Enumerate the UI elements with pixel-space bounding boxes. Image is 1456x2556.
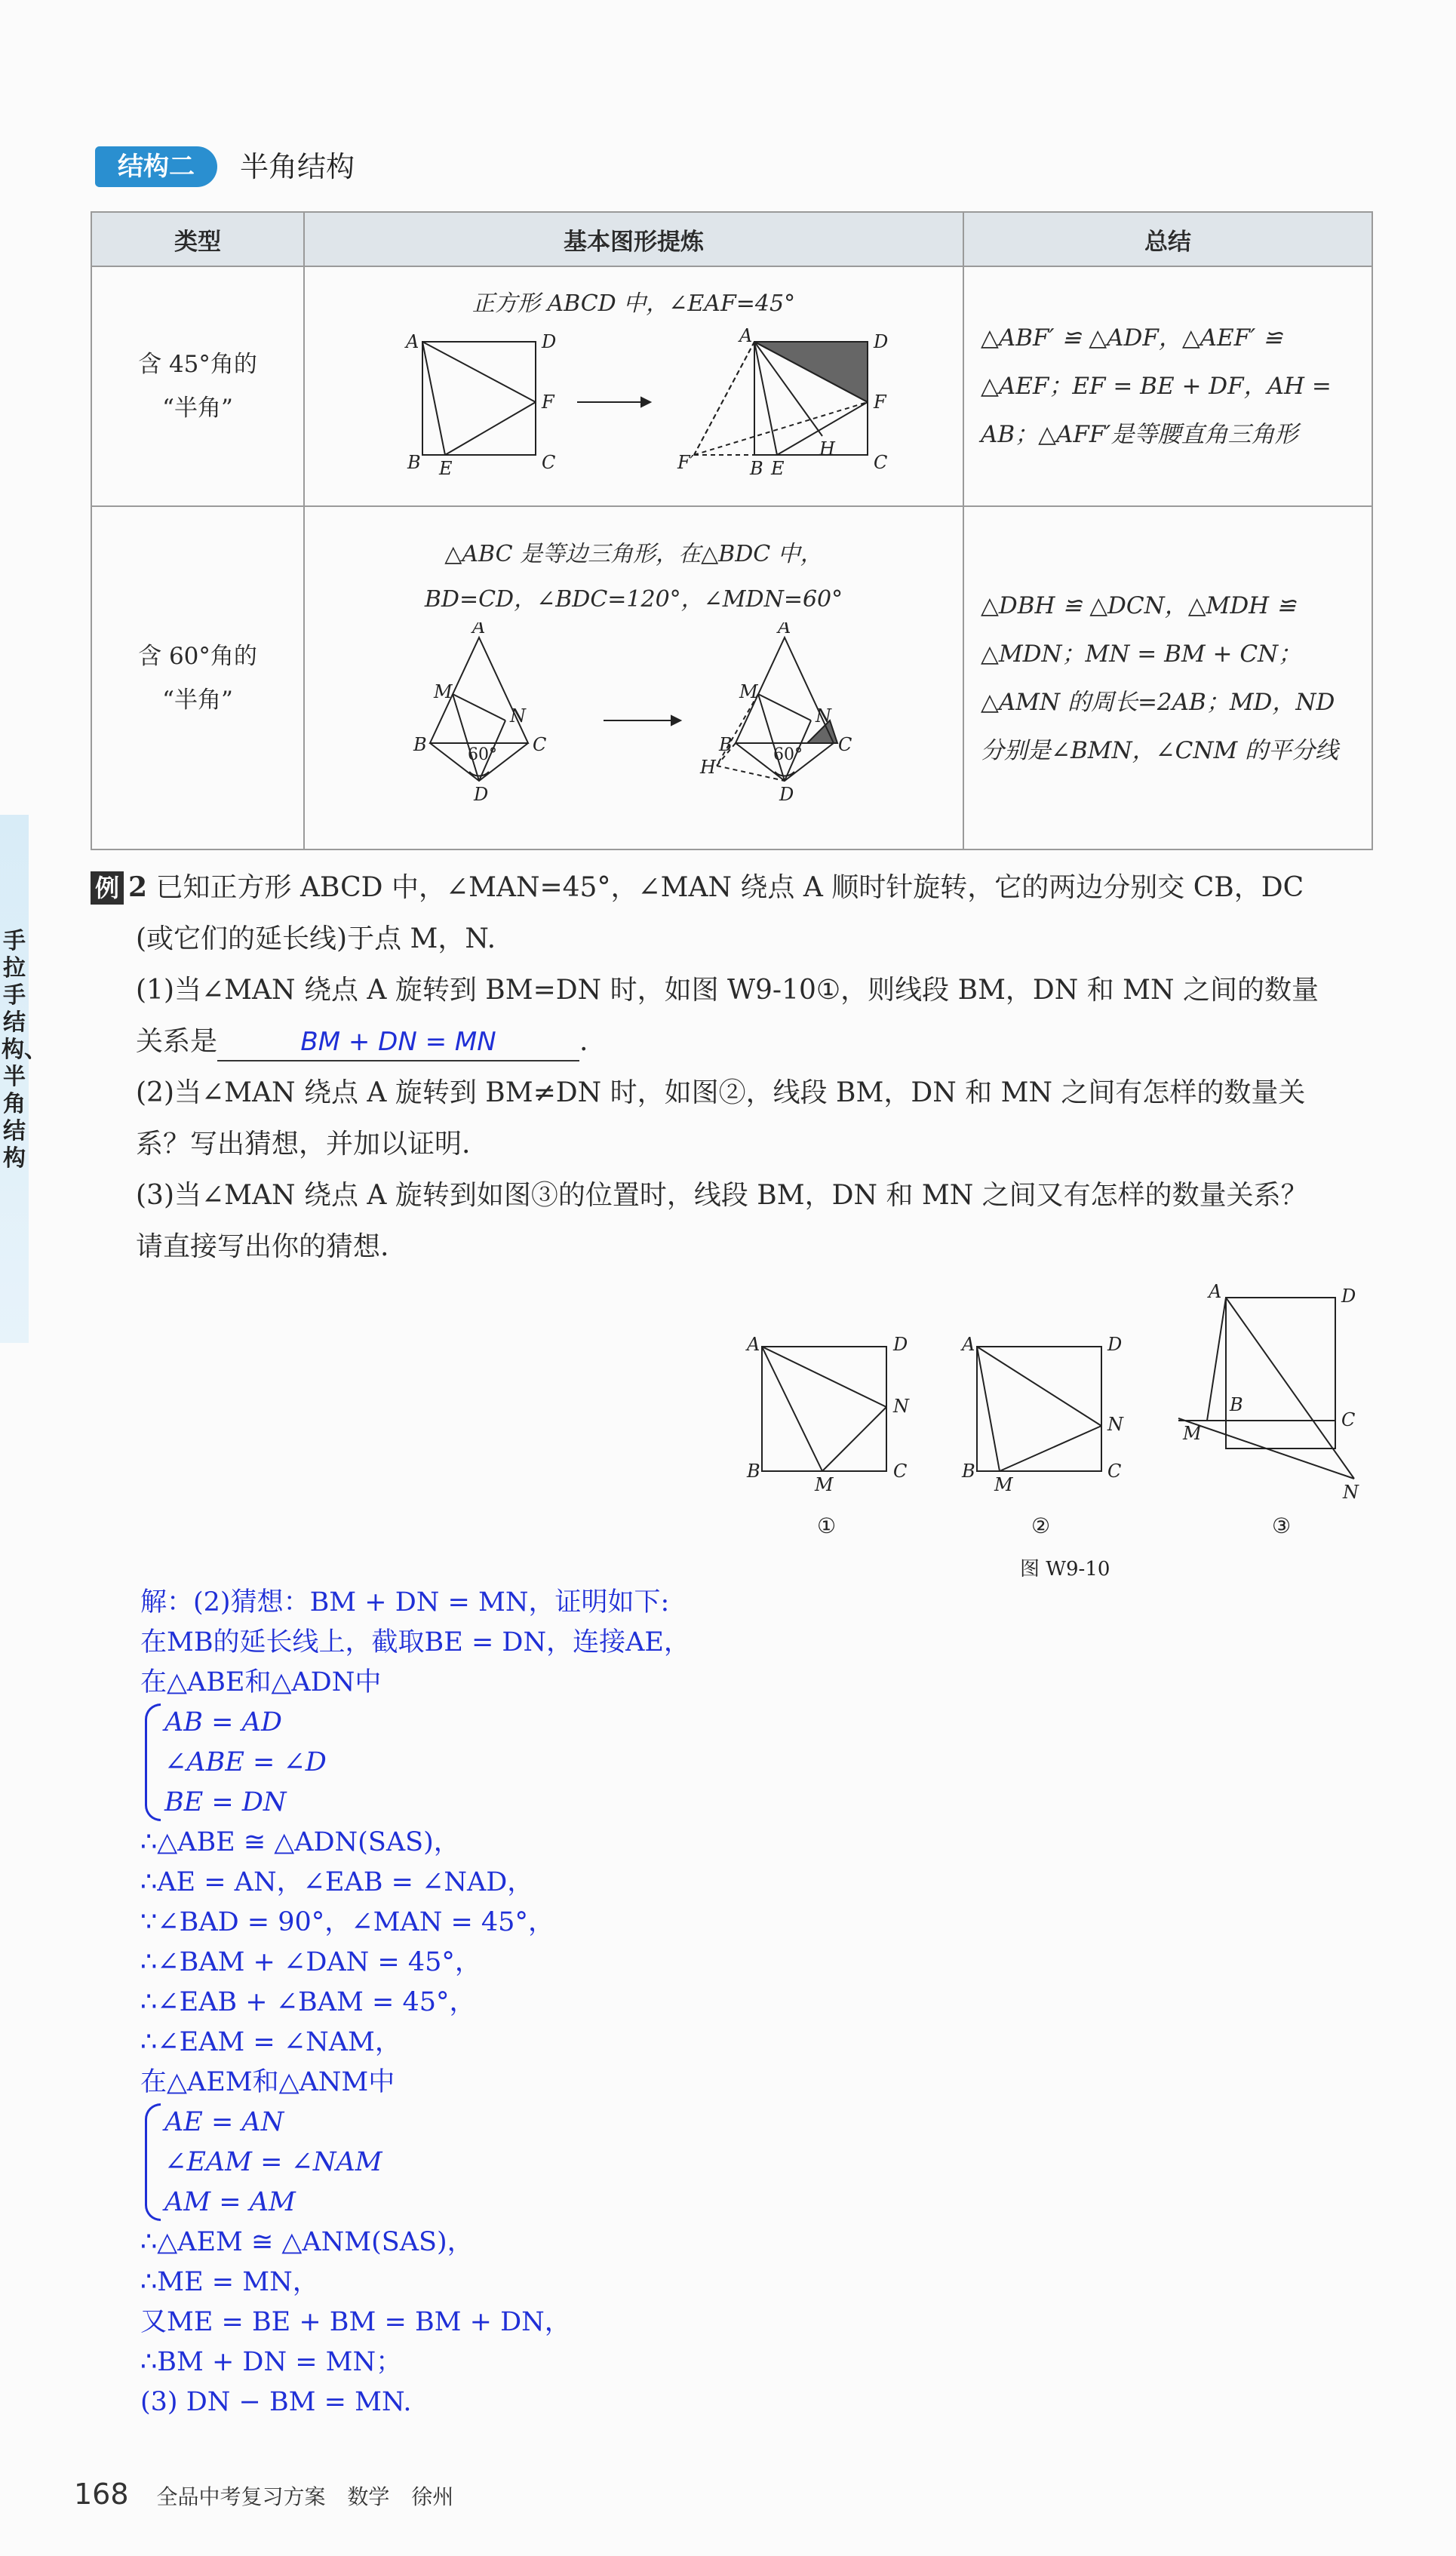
svg-text:N: N bbox=[816, 705, 831, 727]
svg-text:C: C bbox=[893, 1461, 908, 1482]
solution-line: ∠ABE = ∠D bbox=[164, 1747, 327, 1777]
svg-text:H: H bbox=[700, 756, 716, 778]
example-line: (1)当∠MAN 绕点 A 旋转到 BM=DN 时，如图 W9-10①，则线段 BM，DN 和 MN 之间的数量 bbox=[136, 975, 1319, 1006]
solution-line: ∴BM + DN = MN； bbox=[140, 2347, 403, 2377]
figure-w9-10 bbox=[739, 1275, 1388, 1584]
example-line: 系？写出猜想，并加以证明. bbox=[136, 1129, 471, 1160]
summary-line: △AMN 的周长=2AB；MD，ND bbox=[981, 688, 1335, 716]
type-line: 含 45°角的 bbox=[138, 351, 257, 378]
q1-suffix: . bbox=[579, 1026, 588, 1057]
svg-text:D: D bbox=[779, 783, 794, 805]
svg-text:H: H bbox=[819, 438, 835, 459]
q1-prefix: 关系是 bbox=[136, 1026, 218, 1057]
summary-line: △MDN；MN = BM + CN； bbox=[981, 640, 1302, 668]
summary-line: △ABF′ ≌ △ADF，△AEF′ ≌ bbox=[981, 324, 1283, 352]
table-row bbox=[91, 266, 1372, 506]
svg-text:A: A bbox=[778, 622, 791, 637]
header-summary: 总结 bbox=[963, 212, 1372, 266]
svg-text:D: D bbox=[1107, 1334, 1123, 1355]
svg-text:A: A bbox=[747, 1334, 760, 1355]
type-cell bbox=[91, 266, 304, 506]
svg-text:C: C bbox=[1107, 1461, 1122, 1482]
table-header-row bbox=[91, 212, 1372, 266]
solution-line: ∴△ABE ≅ △ADN(SAS)， bbox=[140, 1827, 460, 1857]
header-figure: 基本图形提炼 bbox=[304, 212, 963, 266]
solution-line: 在△AEM和△ANM中 bbox=[140, 2067, 395, 2097]
section-badge: 结构二 bbox=[95, 146, 217, 187]
table-row bbox=[91, 506, 1372, 849]
solution-line: 解：(2)猜想：BM + DN = MN，证明如下: bbox=[140, 1587, 670, 1617]
q1-answer: BM + DN = MN bbox=[217, 1024, 579, 1061]
example-question bbox=[91, 862, 1388, 1273]
svg-text:B: B bbox=[747, 1461, 760, 1482]
svg-text:A: A bbox=[406, 331, 419, 352]
summary-cell bbox=[963, 266, 1372, 506]
type-line: “半角” bbox=[162, 395, 233, 422]
svg-text:D: D bbox=[874, 331, 889, 352]
type-line: “半角” bbox=[162, 686, 233, 714]
example-line: 请直接写出你的猜想. bbox=[136, 1231, 389, 1262]
svg-text:C: C bbox=[874, 452, 888, 473]
solution-line: 在MB的延长线上，截取BE = DN，连接AE， bbox=[140, 1627, 690, 1657]
svg-text:B: B bbox=[719, 733, 733, 755]
solution-block bbox=[140, 1583, 1046, 2422]
figure-caption: △ABC 是等边三角形，在△BDC 中， bbox=[444, 540, 823, 567]
footer-book: 全品中考复习方案 bbox=[156, 2484, 326, 2509]
solution-line: ∵∠BAD = 90°，∠MAN = 45°， bbox=[140, 1907, 554, 1937]
svg-text:D: D bbox=[1341, 1286, 1356, 1307]
solution-line: ∴AE = AN，∠EAB = ∠NAD， bbox=[140, 1867, 534, 1897]
example-line: (3)当∠MAN 绕点 A 旋转到如图③的位置时，线段 BM，DN 和 MN 之间又有怎样的数量关系？ bbox=[136, 1180, 1308, 1211]
example-answer-line bbox=[91, 1016, 1388, 1068]
section-title: 半角结构 bbox=[240, 150, 355, 183]
svg-text:N: N bbox=[893, 1396, 909, 1417]
figure-caption-w9-10: 图 W9-10 bbox=[1020, 1558, 1110, 1581]
solution-line: (3) DN − BM = MN. bbox=[140, 2387, 412, 2417]
solution-line: 又ME = BE + BM = BM + DN， bbox=[140, 2307, 571, 2337]
figure-caption: BD=CD，∠BDC=120°，∠MDN=60° bbox=[424, 585, 843, 613]
example-line-1 bbox=[91, 862, 1388, 914]
structure-table bbox=[91, 211, 1373, 850]
svg-text:60°: 60° bbox=[468, 745, 497, 764]
solution-line: AE = AN bbox=[164, 2107, 284, 2137]
svg-text:M: M bbox=[434, 680, 453, 702]
page-footer bbox=[74, 2478, 453, 2511]
solution-line: ∴∠BAM + ∠DAN = 45°， bbox=[140, 1947, 481, 1977]
svg-text:N: N bbox=[510, 705, 526, 727]
svg-text:E: E bbox=[439, 458, 453, 479]
example-line: (2)当∠MAN 绕点 A 旋转到 BM≠DN 时，如图②，线段 BM，DN 和 MN 之间有怎样的数量关 bbox=[136, 1077, 1306, 1108]
page-number: 168 bbox=[74, 2478, 129, 2511]
svg-text:C: C bbox=[533, 733, 547, 755]
summary-line: AB；△AFF′是等腰直角三角形 bbox=[981, 421, 1298, 448]
example-line: (或它们的延长线)于点 M，N. bbox=[136, 923, 496, 954]
svg-text:E: E bbox=[771, 458, 785, 479]
svg-text:B: B bbox=[962, 1461, 975, 1482]
type-line: 含 60°角的 bbox=[138, 642, 257, 670]
summary-cell bbox=[963, 506, 1372, 849]
figure-cell bbox=[304, 506, 963, 849]
solution-line: ∴ME = MN， bbox=[140, 2267, 319, 2297]
svg-text:M: M bbox=[815, 1474, 834, 1495]
svg-text:A: A bbox=[962, 1334, 975, 1355]
footer-region: 徐州 bbox=[411, 2484, 454, 2509]
solution-line: BE = DN bbox=[164, 1787, 287, 1817]
system-brace bbox=[145, 1703, 161, 1821]
square-half-angle-diagram bbox=[309, 327, 958, 485]
svg-text:D: D bbox=[542, 331, 557, 352]
solution-line: ∴△AEM ≅ △ANM(SAS)， bbox=[140, 2227, 474, 2257]
svg-text:M: M bbox=[739, 680, 758, 702]
solution-line: ∴∠EAM = ∠NAM， bbox=[140, 2027, 401, 2057]
solution-line: 在△ABE和△ADN中 bbox=[140, 1667, 382, 1697]
summary-line: 分别是∠BMN，∠CNM 的平分线 bbox=[981, 736, 1339, 764]
svg-text:B: B bbox=[750, 458, 763, 479]
figure-label-1: ① bbox=[817, 1513, 837, 1538]
example-badge: 例 bbox=[91, 871, 124, 905]
svg-text:N: N bbox=[1343, 1482, 1359, 1503]
solution-line: ∴∠EAB + ∠BAM = 45°， bbox=[140, 1987, 476, 2017]
system-brace bbox=[145, 2103, 161, 2221]
svg-text:C: C bbox=[542, 452, 556, 473]
solution-line: AB = AD bbox=[164, 1707, 282, 1737]
example-text: 已知正方形 ABCD 中，∠MAN=45°，∠MAN 绕点 A 顺时针旋转，它的两边分别交 CB，DC bbox=[155, 872, 1304, 903]
svg-text:B: B bbox=[407, 452, 421, 473]
svg-text:C: C bbox=[838, 733, 852, 755]
header-type: 类型 bbox=[91, 212, 304, 266]
figure-cell bbox=[304, 266, 963, 506]
triangle-half-angle-diagram bbox=[309, 622, 958, 819]
svg-text:D: D bbox=[474, 783, 489, 805]
example-number: 2 bbox=[128, 871, 148, 903]
svg-text:F: F bbox=[874, 392, 886, 413]
svg-text:N: N bbox=[1107, 1414, 1123, 1435]
svg-text:B: B bbox=[1230, 1394, 1243, 1415]
svg-text:A: A bbox=[739, 327, 753, 346]
svg-text:D: D bbox=[893, 1334, 908, 1355]
summary-line: △DBH ≌ △DCN，△MDH ≌ bbox=[981, 591, 1297, 619]
solution-line: ∠EAM = ∠NAM bbox=[164, 2147, 382, 2177]
svg-text:F′: F′ bbox=[677, 452, 695, 473]
svg-text:M: M bbox=[994, 1474, 1013, 1495]
svg-text:60°: 60° bbox=[773, 745, 803, 764]
type-cell bbox=[91, 506, 304, 849]
figure-caption: 正方形 ABCD 中，∠EAF=45° bbox=[472, 290, 796, 317]
figure-label-3: ③ bbox=[1272, 1513, 1292, 1538]
footer-subject: 数学 bbox=[347, 2484, 390, 2509]
svg-text:F: F bbox=[542, 392, 554, 413]
svg-text:A: A bbox=[1209, 1281, 1222, 1302]
svg-text:B: B bbox=[413, 733, 427, 755]
svg-text:M: M bbox=[1183, 1423, 1202, 1444]
summary-line: △AEF；EF = BE + DF，AH = bbox=[981, 373, 1332, 400]
side-tab-label: 手拉手结构、半角结构 bbox=[2, 928, 47, 1172]
svg-text:C: C bbox=[1341, 1409, 1356, 1430]
solution-line: AM = AM bbox=[164, 2187, 296, 2217]
figure-label-2: ② bbox=[1031, 1513, 1051, 1538]
svg-text:A: A bbox=[472, 622, 486, 637]
